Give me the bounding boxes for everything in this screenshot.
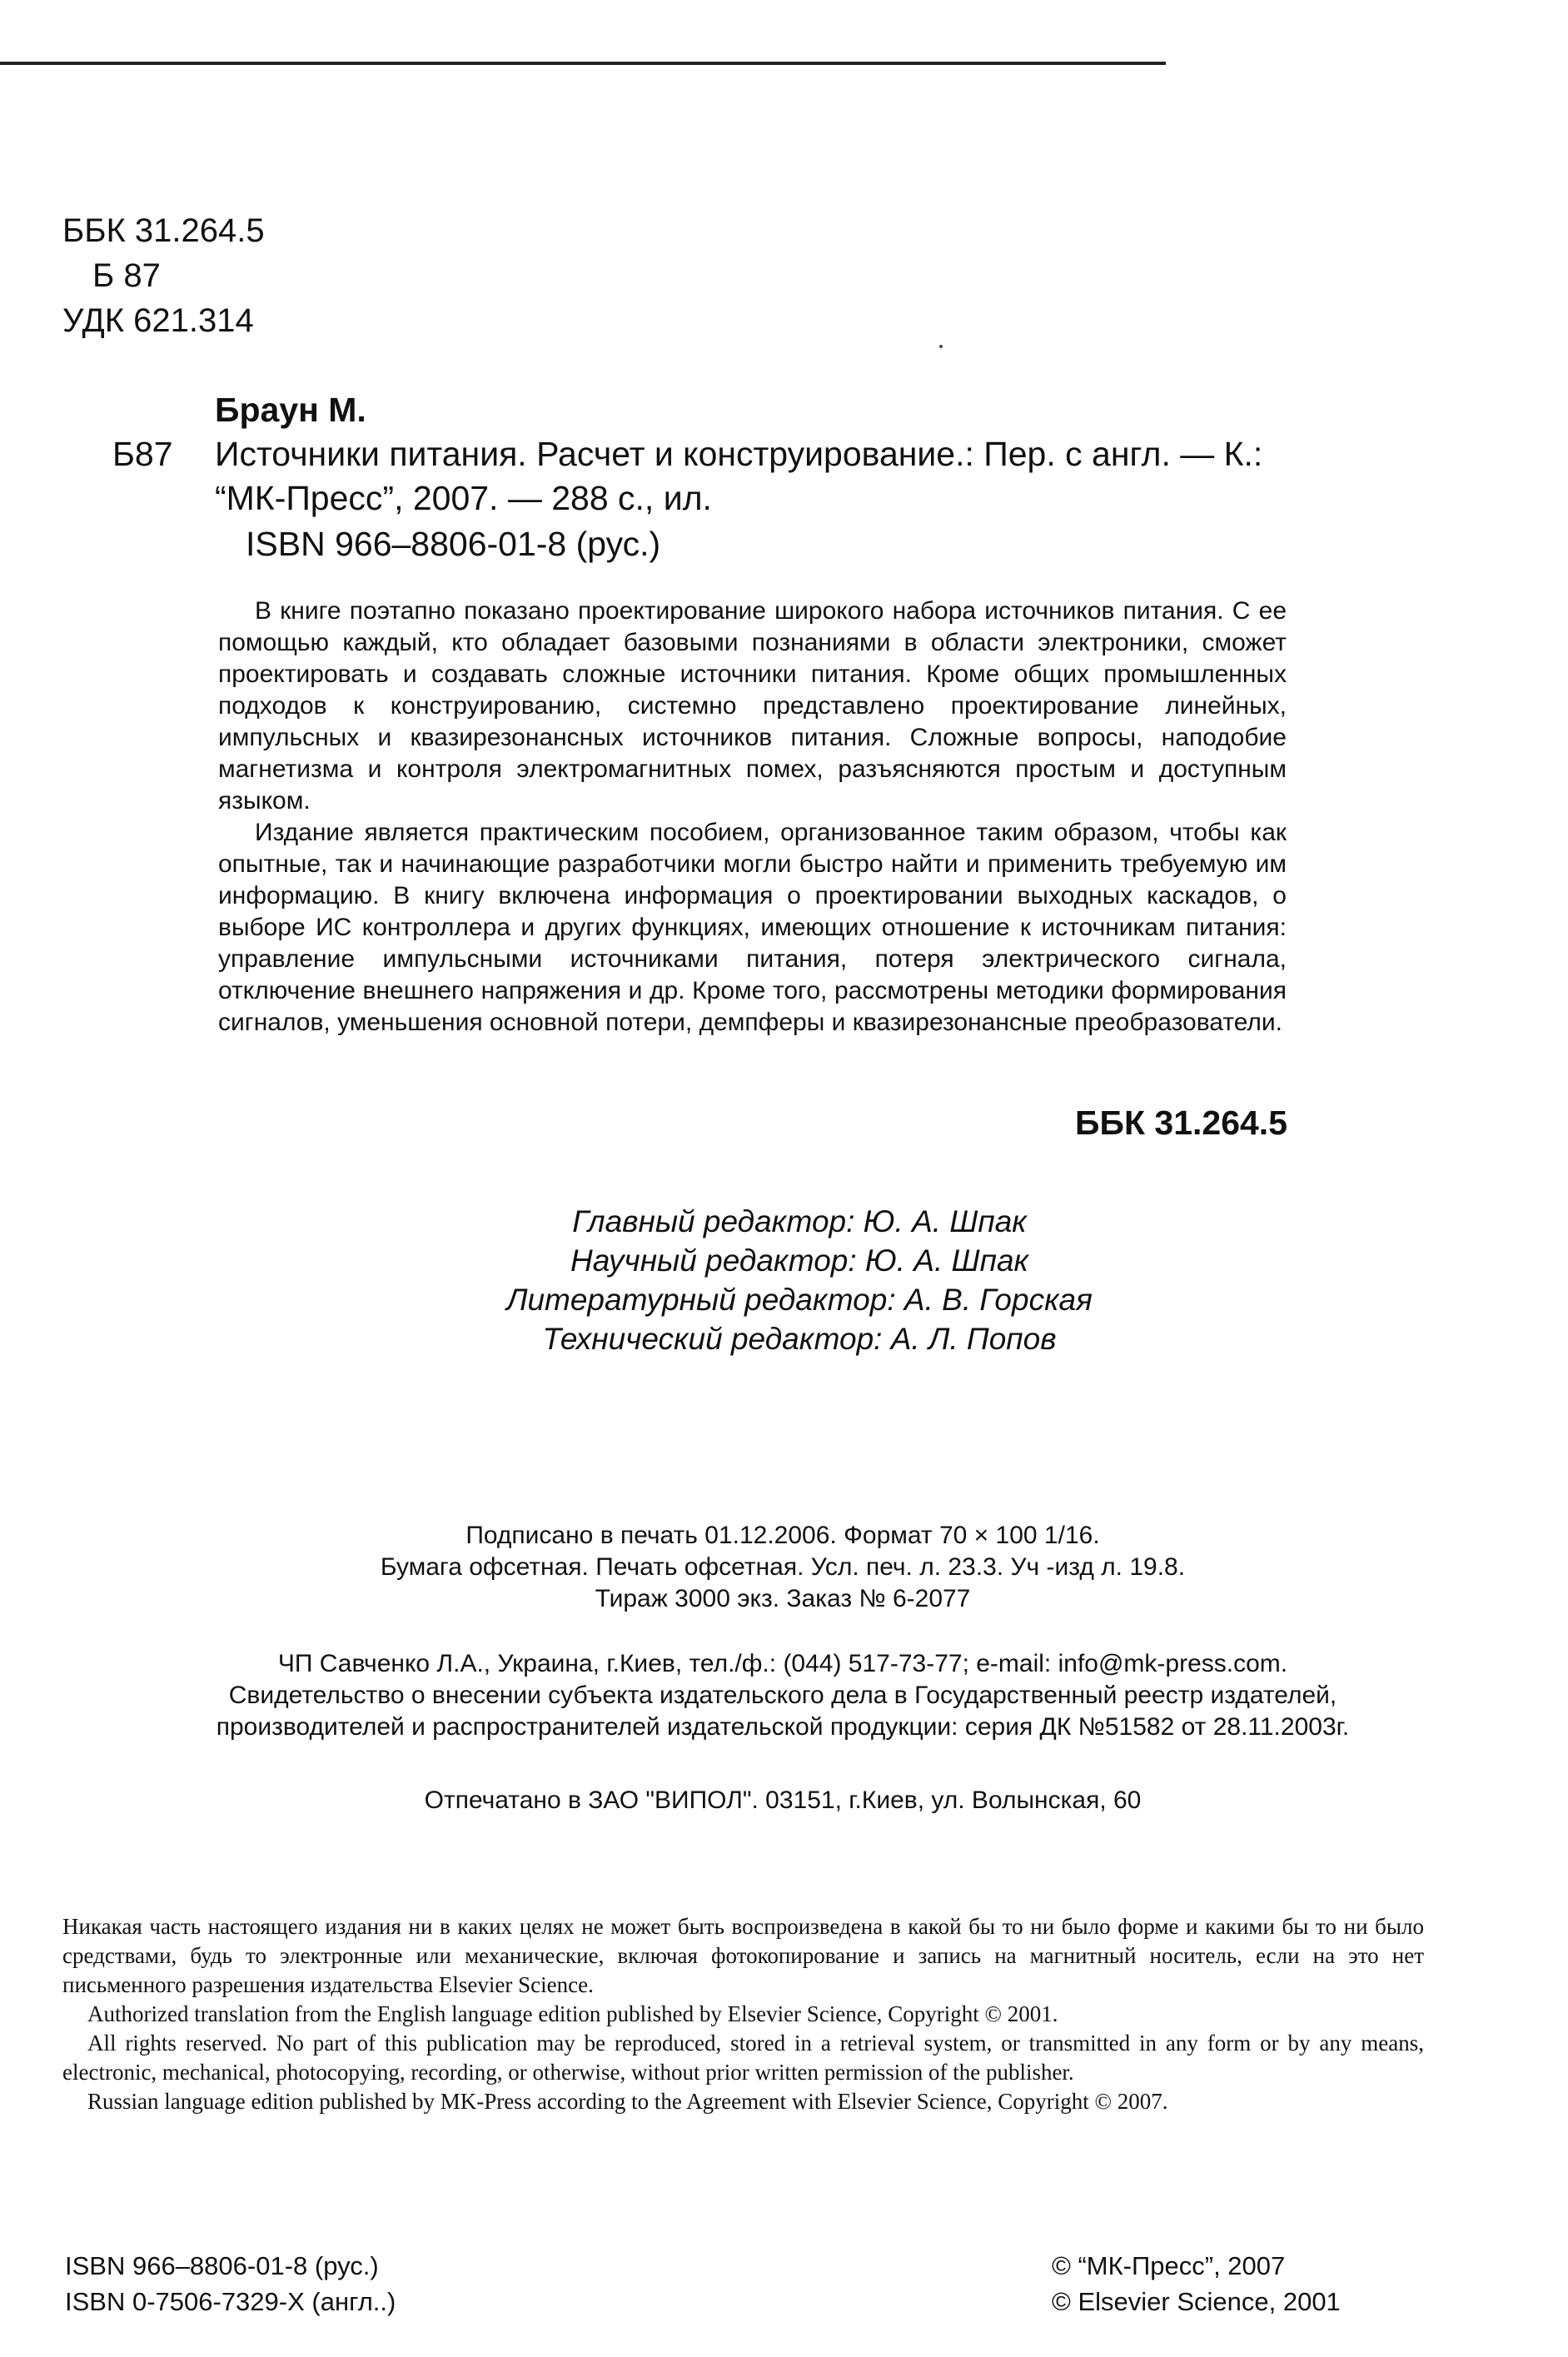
top-rule: [0, 62, 1166, 65]
bbk-code: ББК 31.264.5: [62, 212, 265, 249]
legal-rights: All rights reserved. No part of this publication may be reproduced, stored in a retrieval system, or transmitted in any form or by any means, electronic, mechanical, photocopying, recording, or otherwise, without prior written permission of the publisher.: [62, 2031, 1424, 2085]
print-info-line-1: Подписано в печать 01.12.2006. Формат 70 × 100 1/16.: [465, 1522, 1100, 1549]
legal-ru: Никакая часть настоящего издания ни в каких целях не может быть воспроизведена в какой бы то ни было форме и какими бы то ни было средствами, будь то электронные или механические, включая фотокопирование и запись на магнитный носитель, если на это нет письменного разрешения издательства Elsevier Science.: [62, 1914, 1424, 1997]
footer-copyright-mk: © “МК-Пресс”, 2007: [1052, 2251, 1286, 2280]
editor-chief: Главный редактор: Ю. А. Шпак: [572, 1204, 1027, 1238]
legal-authorized: Authorized translation from the English language edition published by Elsevier Science, Copyright © 2001.: [87, 2001, 1058, 2026]
author-mark-code: Б 87: [92, 257, 161, 294]
legal-russian-edition: Russian language edition published by MK-Press according to the Agreement with Elsevier Science, Copyright © 2007.: [87, 2089, 1168, 2114]
citation-line-1: Источники питания. Расчет и конструирование.: Пер. с англ. — К.:: [215, 435, 1263, 473]
side-code: Б87: [112, 435, 173, 473]
citation-isbn: ISBN 966–8806-01-8 (рус.): [246, 525, 661, 563]
publisher-line-1: ЧП Савченко Л.А., Украина, г.Киев, тел./ф.: (044) 517-73-77; e-mail: info@mk-press.com.: [277, 1650, 1288, 1677]
printed-at: Отпечатано в ЗАО "ВИПОЛ". 03151, г.Киев, ул. Волынская, 60: [424, 1786, 1142, 1814]
abstract-paragraph-2: Издание является практическим пособием, организованное таким образом, чтобы как опытные, так и начинающие разработчики могли быстро найти и применить требуемую им информацию. В книгу включена информация о проектировании выходных каскадов, о выборе ИС контроллера и других функциях, имеющих отношение к источникам питания: управление импульсными источниками питания, потеря электрического сигнала, отключение внешнего напряжения и др. Кроме того, рассмотрены методики формирования сигналов, уменьшения основной потери, демпферы и квазирезонансные преобразователи.: [218, 819, 1287, 1036]
editor-scientific: Научный редактор: Ю. А. Шпак: [570, 1243, 1029, 1278]
udk-code: УДК 621.314: [62, 302, 254, 339]
footer-copyright-elsevier: © Elsevier Science, 2001: [1052, 2287, 1341, 2316]
abstract-paragraph-1: В книге поэтапно показано проектирование широкого набора источников питания. С ее помощью каждый, кто обладает базовыми познаниями в области электроники, сможет проектировать и создавать сложные источники питания. Кроме общих промышленных подходов к конструированию, системно представлено проектирование линейных, импульсных и квазирезонансных источников питания. Сложные вопросы, наподобие магнетизма и контроля электромагнитных помех, разъясняются простым и доступным языком.: [218, 597, 1287, 815]
print-info-line-2: Бумага офсетная. Печать офсетная. Усл. печ. л. 23.3. Уч -изд л. 19.8.: [380, 1553, 1186, 1581]
publisher-line-2: Свидетельство о внесении субъекта издательского дела в Государственный реестр издателей,: [228, 1682, 1337, 1709]
legal-notice: [62, 1912, 1424, 2116]
bbk-right: ББК 31.264.5: [1075, 1104, 1287, 1142]
citation-line-2: “МК-Пресс”, 2007. — 288 с., ил.: [215, 479, 712, 517]
author-name: Браун М.: [215, 391, 366, 429]
footer-isbn-en: ISBN 0-7506-7329-X (англ..): [65, 2287, 396, 2316]
print-info-line-3: Тираж 3000 экз. Заказ № 6-2077: [595, 1585, 971, 1612]
editor-literary: Литературный редактор: А. В. Горская: [506, 1283, 1093, 1317]
editor-technical: Технический редактор: А. Л. Попов: [542, 1322, 1057, 1356]
footer-isbn-ru: ISBN 966–8806-01-8 (рус.): [65, 2251, 379, 2280]
print-speck: [939, 345, 943, 348]
publisher-line-3: производителей и распространителей издательской продукции: серия ДК №51582 от 28.11.2003г.: [216, 1713, 1350, 1741]
